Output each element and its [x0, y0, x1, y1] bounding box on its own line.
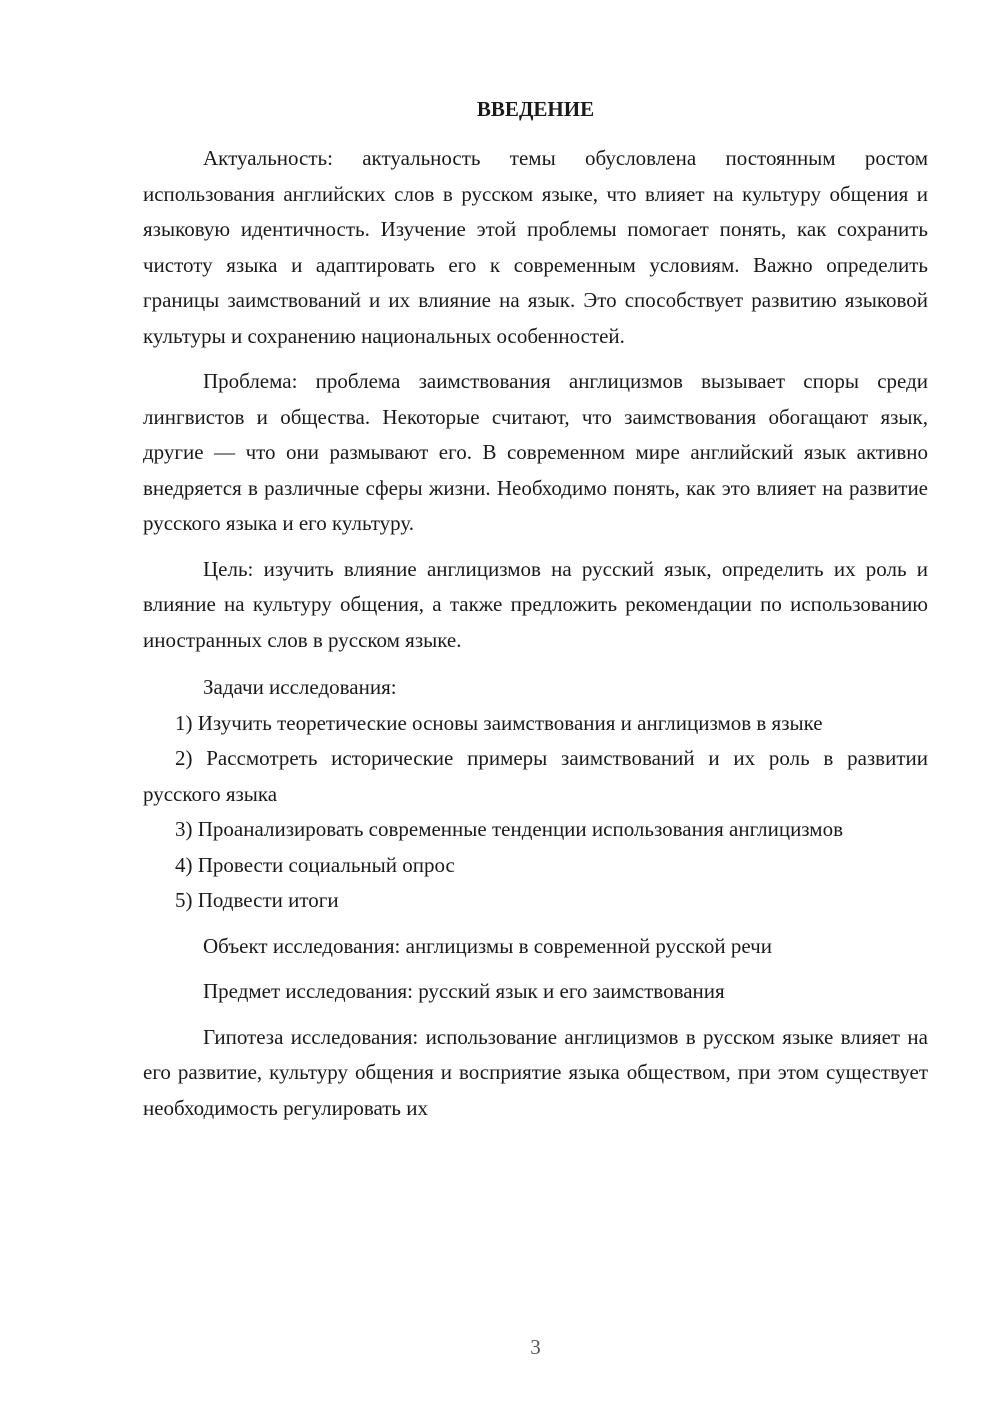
- document-body: [143, 141, 928, 1126]
- document-page: [143, 0, 928, 1414]
- task-item-5: 5) Подвести итоги: [175, 888, 339, 912]
- tasks-heading: Задачи исследования:: [203, 675, 397, 699]
- page-number: 3: [530, 1335, 541, 1359]
- task-item-2: 2) Рассмотреть исторические примеры заимствований и их роль в развитии русского языка: [143, 746, 928, 806]
- paragraph-object: Объект исследования: англицизмы в современной русской речи: [203, 933, 772, 958]
- task-item-1: 1) Изучить теоретические основы заимствования и англицизмов в языке: [175, 710, 823, 735]
- paragraph-subject: Предмет исследования: русский язык и его заимствования: [203, 979, 725, 1003]
- paragraph-problem: Проблема: проблема заимствования англицизмов вызывает споры среди лингвистов и общества. Некоторые считают, что заимствования обогащают язык, другие — что они размывают его. В современном мире английский язык активно внедряется в различные сферы жизни. Необходимо понять, как это влияет на развитие русского языка и его культуру.: [143, 369, 928, 535]
- paragraph-relevance: Актуальность: актуальность темы обусловлена постоянным ростом использования английских слов в русском языке, что влияет на культуру общения и языковую идентичность. Изучение этой проблемы помогает понять, как сохранить чистоту языка и адаптировать его к современным условиям. Важно определить границы заимствований и их влияние на язык. Это способствует развитию языковой культуры и сохранению национальных особенностей.: [143, 146, 928, 348]
- task-item-4: 4) Провести социальный опрос: [175, 852, 455, 877]
- page-title: ВВЕДЕНИЕ: [476, 97, 595, 121]
- task-item-3: 3) Проанализировать современные тенденции использования англицизмов: [175, 817, 844, 841]
- paragraph-hypothesis: Гипотеза исследования: использование англицизмов в русском языке влияет на его развитие, культуру общения и восприятие языка обществом, при этом существует необходимость регулировать их: [143, 1024, 928, 1120]
- paragraph-goal: Цель: изучить влияние англицизмов на русский язык, определить их роль и влияние на культуру общения, а также предложить рекомендации по использованию иностранных слов в русском языке.: [143, 556, 928, 652]
